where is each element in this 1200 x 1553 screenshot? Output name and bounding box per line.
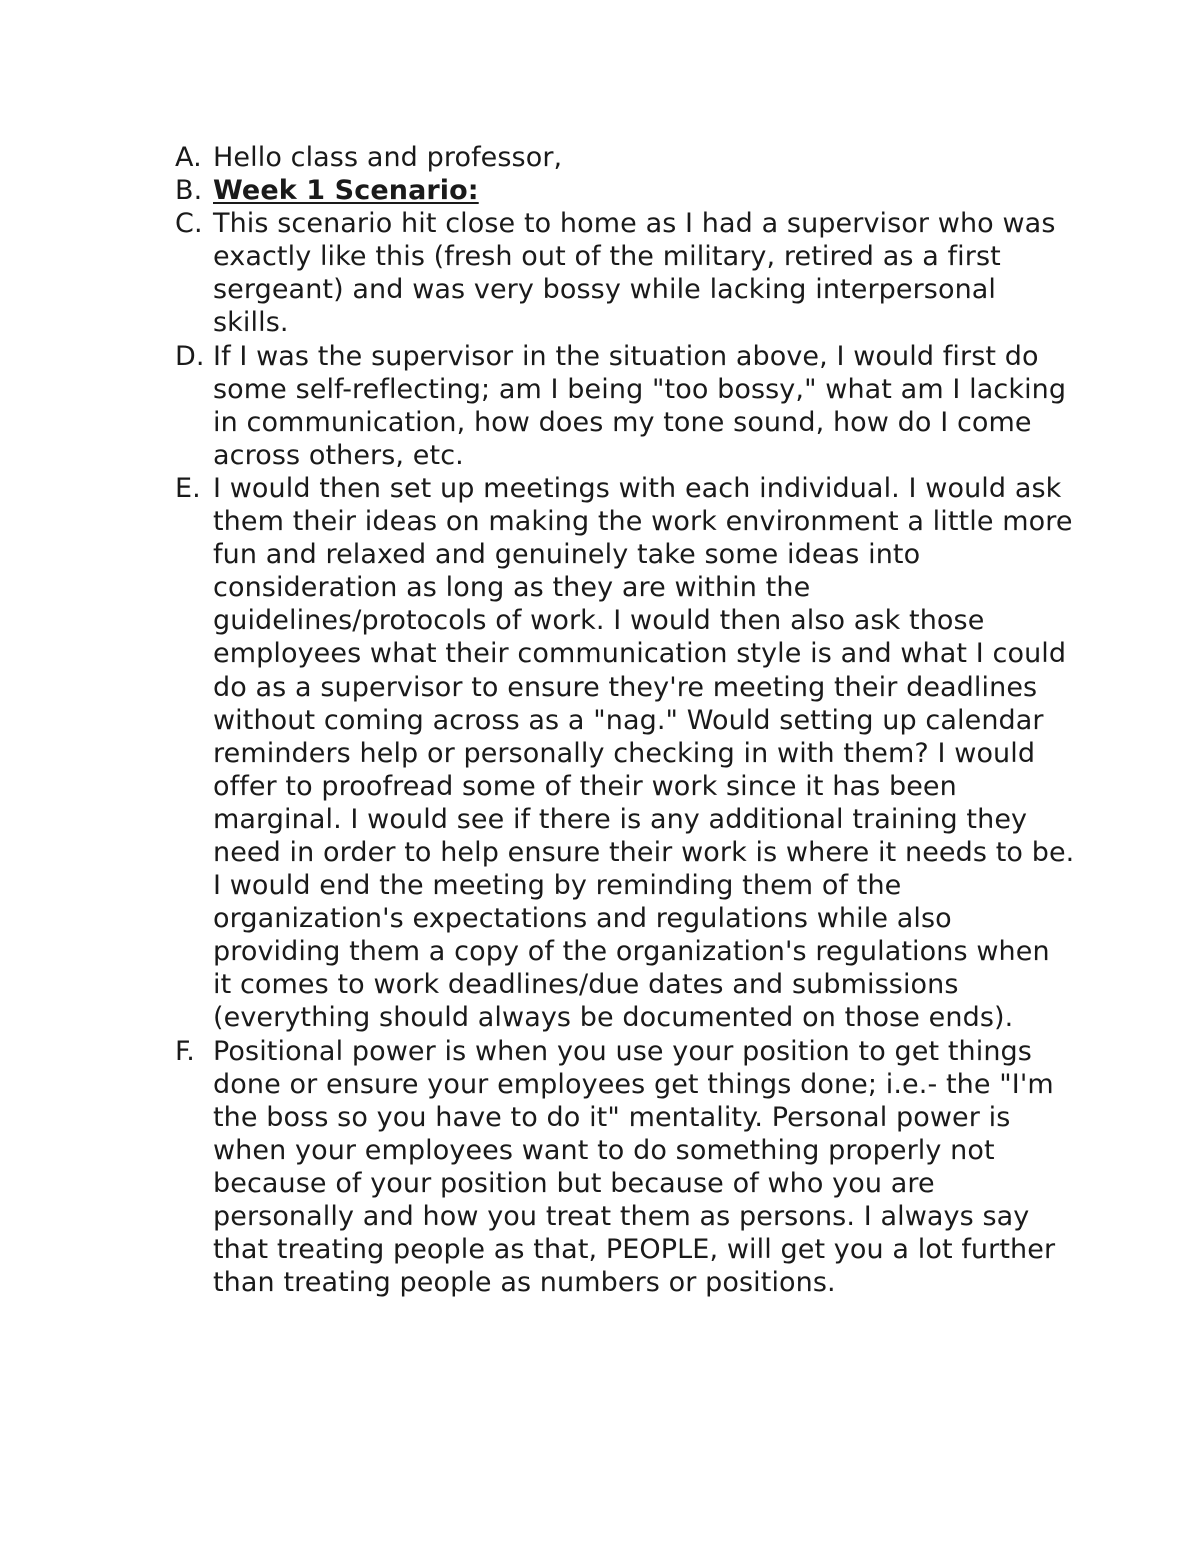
list-marker: B. bbox=[175, 175, 203, 207]
greeting-text: Hello class and professor, bbox=[213, 142, 563, 173]
power-paragraph: Positional power is when you use your position to get things done or ensure your employees get things done; i.e.- the "I'm the boss so you have to do it" mentality. Personal power is when your employees want to do something properly not because of your position but because of who you are personally and how you treat them as persons. I always say that treating people as that, PEOPLE, will get you a lot further than treating people as numbers or positions. bbox=[213, 1035, 1056, 1299]
document-list bbox=[175, 141, 1075, 1299]
meetings-paragraph: I would then set up meetings with each individual. I would ask them their ideas on making the work environment a little more fun and relaxed and genuinely take some ideas into consideration as long as they are within the guidelines/protocols of work. I would then also ask those employees what their communication style is and what I could do as a supervisor to ensure they're meeting their deadlines without coming across as a "nag." Would setting up calendar reminders help or personally checking in with them? I would offer to proofread some of their work since it has been marginal. I would see if there is any additional training they need in order to help ensure their work is where it needs to be. I would end the meeting by reminding them of the organization's expectations and regulations while also providing them a copy of the organization's regulations when it comes to work deadlines/due dates and submissions (everything should always be documented on those ends). bbox=[213, 472, 1075, 1034]
list-item-heading bbox=[175, 174, 1075, 207]
list-marker: A. bbox=[175, 142, 202, 173]
scenario-heading: Week 1 Scenario: bbox=[213, 175, 479, 207]
scenario-paragraph: This scenario hit close to home as I had a supervisor who was exactly like this (fresh out of the military, retired as a first sergeant) and was very bossy while lacking interpersonal skills. bbox=[213, 208, 1056, 339]
list-marker: C. bbox=[175, 208, 203, 240]
list-item-self-reflection bbox=[175, 340, 1075, 472]
list-item-greeting bbox=[175, 141, 1075, 174]
list-item-power bbox=[175, 1035, 1075, 1300]
list-marker: E. bbox=[175, 472, 201, 504]
list-item-meetings bbox=[175, 472, 1075, 1035]
self-reflection-paragraph: If I was the supervisor in the situation above, I would first do some self-reflecting; am I being "too bossy," what am I lacking in communication, how does my tone sound, how do I come across others, etc. bbox=[213, 340, 1067, 471]
list-item-scenario bbox=[175, 207, 1075, 339]
list-marker: D. bbox=[175, 340, 205, 372]
list-marker: F. bbox=[175, 1035, 195, 1067]
